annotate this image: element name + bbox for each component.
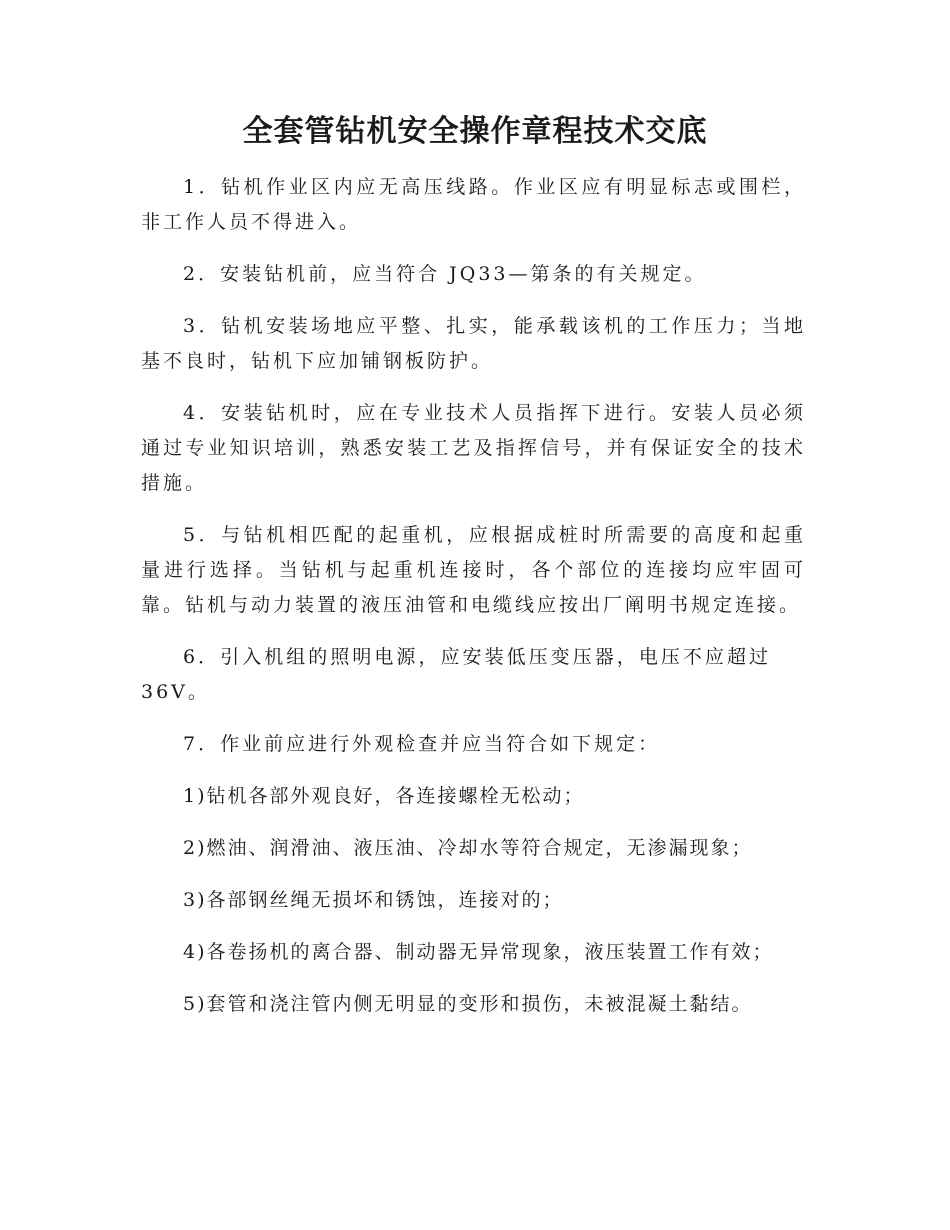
list-item: 5)套管和浇注管内侧无明显的变形和损伤，未被混凝土黏结。	[183, 993, 753, 1015]
document-body	[141, 170, 806, 1039]
paragraph-2: 2．安装钻机前，应当符合 JQ33—第条的有关规定。	[183, 263, 707, 285]
list-item: 4)各卷扬机的离合器、制动器无异常现象，液压装置工作有效；	[183, 941, 774, 963]
paragraph-6: 6．引入机组的照明电源，应安装低压变压器，电压不应超过36V。	[141, 646, 771, 703]
paragraph-7: 7．作业前应进行外观检查并应当符合如下规定：	[183, 733, 661, 755]
paragraph-5: 5．与钻机相匹配的起重机，应根据成桩时所需要的高度和起重量进行选择。当钻机与起重机连接时，各个部位的连接均应牢固可靠。钻机与动力装置的液压油管和电缆线应按出厂阐明书规定连接。	[141, 524, 806, 616]
list-item: 2)燃油、润滑油、液压油、冷却水等符合规定，无渗漏现象；	[183, 837, 753, 859]
paragraph-4: 4．安装钻机时，应在专业技术人员指挥下进行。安装人员必须通过专业知识培训，熟悉安装工艺及指挥信号，并有保证安全的技术措施。	[141, 402, 806, 494]
list-item: 3)各部钢丝绳无损坏和锈蚀，连接对的；	[183, 889, 564, 911]
paragraph-3: 3．钻机安装场地应平整、扎实，能承载该机的工作压力；当地基不良时，钻机下应加铺钢板防护。	[141, 315, 806, 372]
list-item: 1)钻机各部外观良好，各连接螺栓无松动；	[183, 785, 585, 807]
document-title: 全套管钻机安全操作章程技术交底	[242, 114, 708, 149]
paragraph-1: 1．钻机作业区内应无高压线路。作业区应有明显标志或围栏，非工作人员不得进入。	[141, 176, 806, 233]
